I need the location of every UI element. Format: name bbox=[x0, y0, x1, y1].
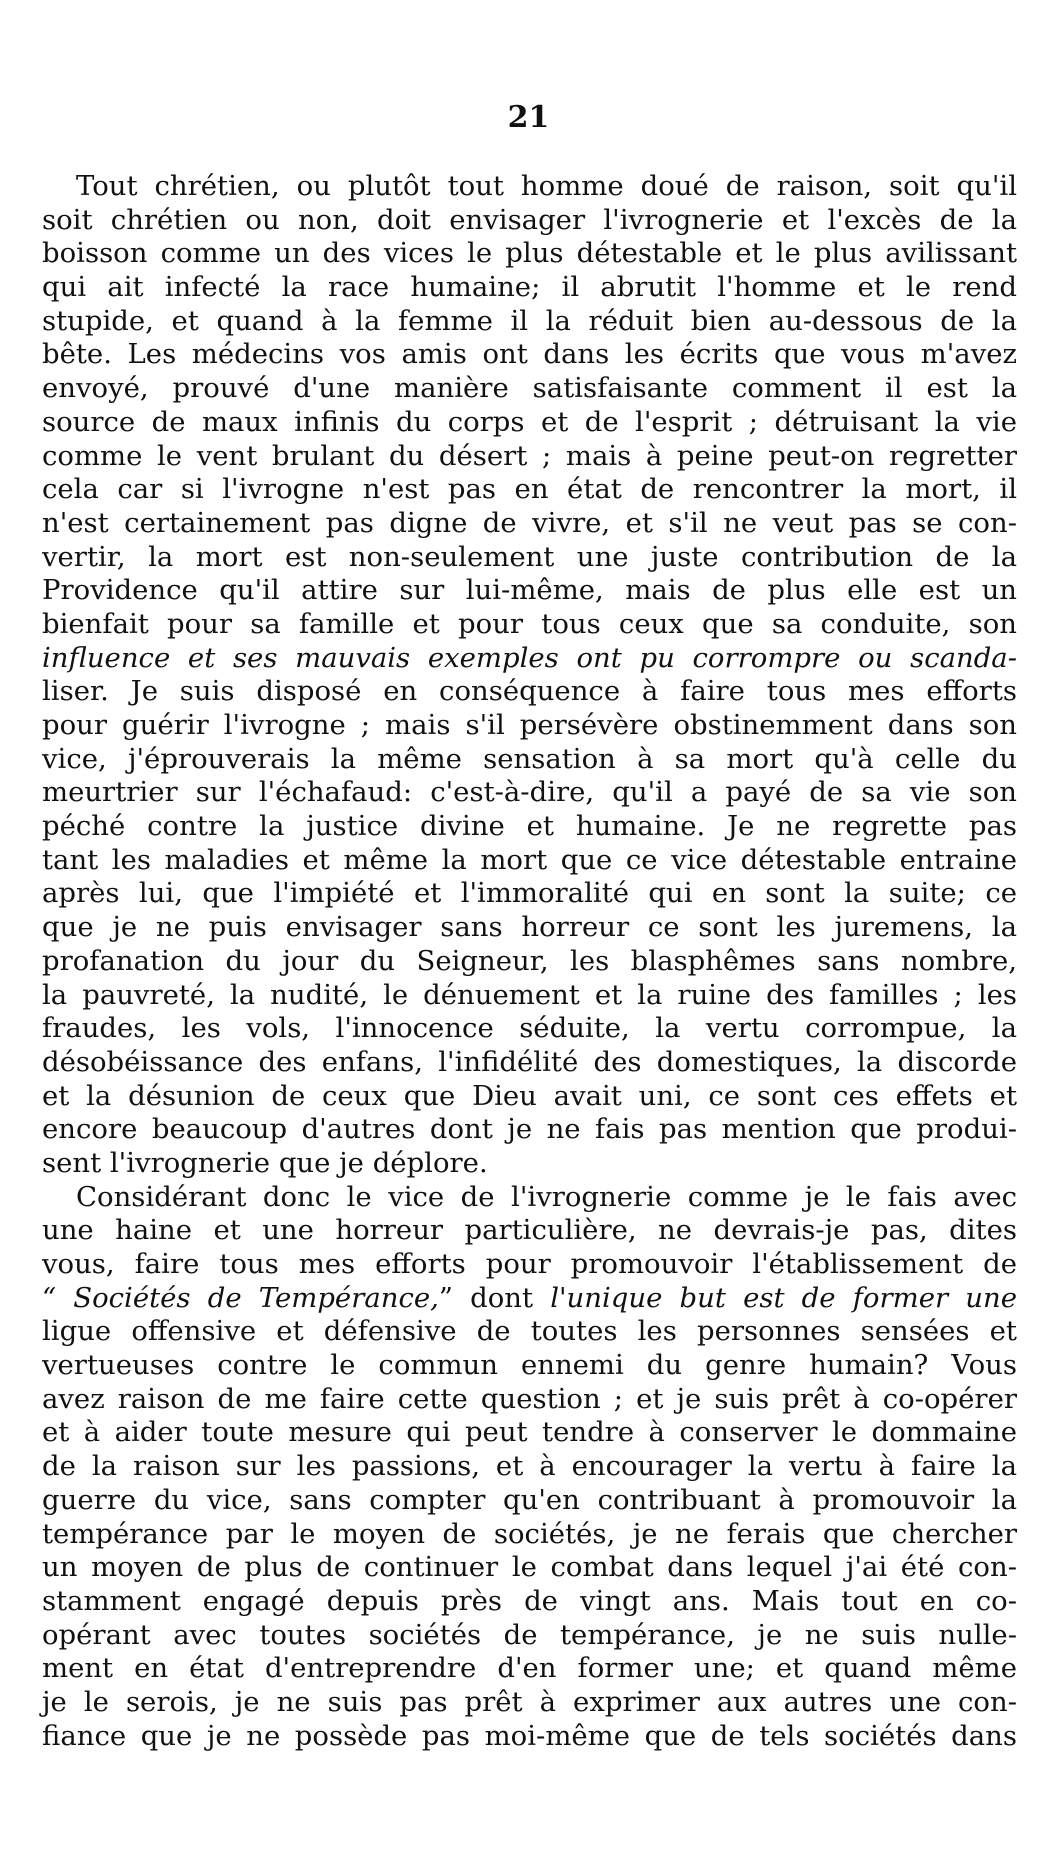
text-line: désobéissance des enfans, l'infidélité des domestiques, la discorde bbox=[42, 1045, 1017, 1078]
text-line: opérant avec toutes sociétés de tempérance, je ne suis nulle- bbox=[42, 1618, 1017, 1651]
text-line: meurtrier sur l'échafaud: c'est-à-dire, qu'il a payé de sa vie son bbox=[42, 776, 1017, 809]
text-line: profanation du jour du Seigneur, les blasphêmes sans nombre, bbox=[42, 944, 1017, 977]
text-line: péché contre la justice divine et humaine. Je ne regrette pas bbox=[42, 810, 1017, 843]
text-line: la pauvreté, la nudité, le dénuement et la ruine des familles ; les bbox=[42, 978, 1017, 1011]
text-line: Tout chrétien, ou plutôt tout homme doué de raison, soit qu'il bbox=[76, 170, 1017, 202]
text-line: boisson comme un des vices le plus détestable et le plus avilissant bbox=[42, 237, 1017, 270]
text-line: soit chrétien ou non, doit envisager l'ivrognerie et l'excès de la bbox=[42, 203, 1017, 236]
text-line: comme le vent brulant du désert ; mais à peine peut-on regretter bbox=[42, 439, 1017, 472]
text-line: source de maux infinis du corps et de l'esprit ; détruisant la vie bbox=[42, 405, 1017, 438]
text-line: “ Sociétés de Tempérance,” dont l'unique but est de former une bbox=[42, 1281, 1017, 1314]
text-line: n'est certainement pas digne de vivre, et s'il ne veut pas se con- bbox=[42, 506, 1017, 539]
text-line: un moyen de plus de continuer le combat dans lequel j'ai été con- bbox=[42, 1551, 1017, 1584]
text-line: une haine et une horreur particulière, ne devrais-je pas, dites bbox=[42, 1214, 1017, 1247]
text-line: ment en état d'entreprendre d'en former une; et quand même bbox=[42, 1652, 1017, 1685]
text-line: tempérance par le moyen de sociétés, je ne ferais que chercher bbox=[42, 1517, 1017, 1550]
text-line: cela car si l'ivrogne n'est pas en état de rencontrer la mort, il bbox=[42, 473, 1017, 506]
text-line: liser. Je suis disposé en conséquence à faire tous mes efforts bbox=[42, 675, 1017, 708]
text-line: et à aider toute mesure qui peut tendre à conserver le dommaine bbox=[42, 1416, 1017, 1449]
text-line: avez raison de me faire cette question ; et je suis prêt à co-opérer bbox=[42, 1382, 1017, 1415]
text-line: stupide, et quand à la femme il la réduit bien au-dessous de la bbox=[42, 304, 1017, 337]
text-line: stamment engagé depuis près de vingt ans. Mais tout en co- bbox=[42, 1584, 1017, 1617]
text-line: fiance que je ne possède pas moi-même que de tels sociétés dans bbox=[42, 1719, 1017, 1752]
text-line: que je ne puis envisager sans horreur ce sont les juremens, la bbox=[42, 911, 1017, 944]
text-line: envoyé, prouvé d'une manière satisfaisante comment il est la bbox=[42, 372, 1017, 405]
text-line: fraudes, les vols, l'innocence séduite, la vertu corrompue, la bbox=[42, 1012, 1017, 1045]
text-line: vertir, la mort est non-seulement une juste contribution de la bbox=[42, 540, 1017, 573]
text-line: Considérant donc le vice de l'ivrognerie comme je le fais avec bbox=[76, 1180, 1017, 1213]
text-line: vice, j'éprouverais la même sensation à sa mort qu'à celle du bbox=[42, 742, 1017, 775]
text-line: tant les maladies et même la mort que ce vice détestable entraine bbox=[42, 843, 1017, 876]
text-line: encore beaucoup d'autres dont je ne fais pas mention que produi- bbox=[42, 1113, 1017, 1146]
body-text bbox=[42, 170, 1017, 1753]
paragraph bbox=[42, 1181, 1017, 1754]
text-line: et la désunion de ceux que Dieu avait uni, ce sont ces effets et bbox=[42, 1079, 1017, 1112]
text-line: guerre du vice, sans compter qu'en contribuant à promouvoir la bbox=[42, 1483, 1017, 1516]
text-line: je le serois, je ne suis pas prêt à exprimer aux autres une con- bbox=[42, 1685, 1017, 1718]
text-line: bête. Les médecins vos amis ont dans les écrits que vous m'avez bbox=[42, 338, 1017, 371]
text-line: qui ait infecté la race humaine; il abrutit l'homme et le rend bbox=[42, 271, 1017, 304]
text-line: Providence qu'il attire sur lui-même, mais de plus elle est un bbox=[42, 574, 1017, 607]
text-line: sent l'ivrognerie que je déplore. bbox=[42, 1146, 488, 1179]
text-line: pour guérir l'ivrogne ; mais s'il persévère obstinemment dans son bbox=[42, 709, 1017, 741]
page-number: 21 bbox=[507, 100, 550, 135]
paragraph bbox=[42, 170, 1017, 1181]
text-line: ligue offensive et défensive de toutes les personnes sensées et bbox=[42, 1315, 1017, 1348]
text-line: bienfait pour sa famille et pour tous ceux que sa conduite, son bbox=[42, 607, 1017, 640]
text-line: vertueuses contre le commun ennemi du genre humain? Vous bbox=[42, 1349, 1017, 1382]
text-line: influence et ses mauvais exemples ont pu corrompre ou scanda- bbox=[42, 641, 1017, 674]
text-line: de la raison sur les passions, et à encourager la vertu à faire la bbox=[42, 1450, 1017, 1483]
text-line: après lui, que l'impiété et l'immoralité qui en sont la suite; ce bbox=[42, 877, 1017, 910]
text-line: vous, faire tous mes efforts pour promouvoir l'établissement de bbox=[42, 1248, 1017, 1280]
